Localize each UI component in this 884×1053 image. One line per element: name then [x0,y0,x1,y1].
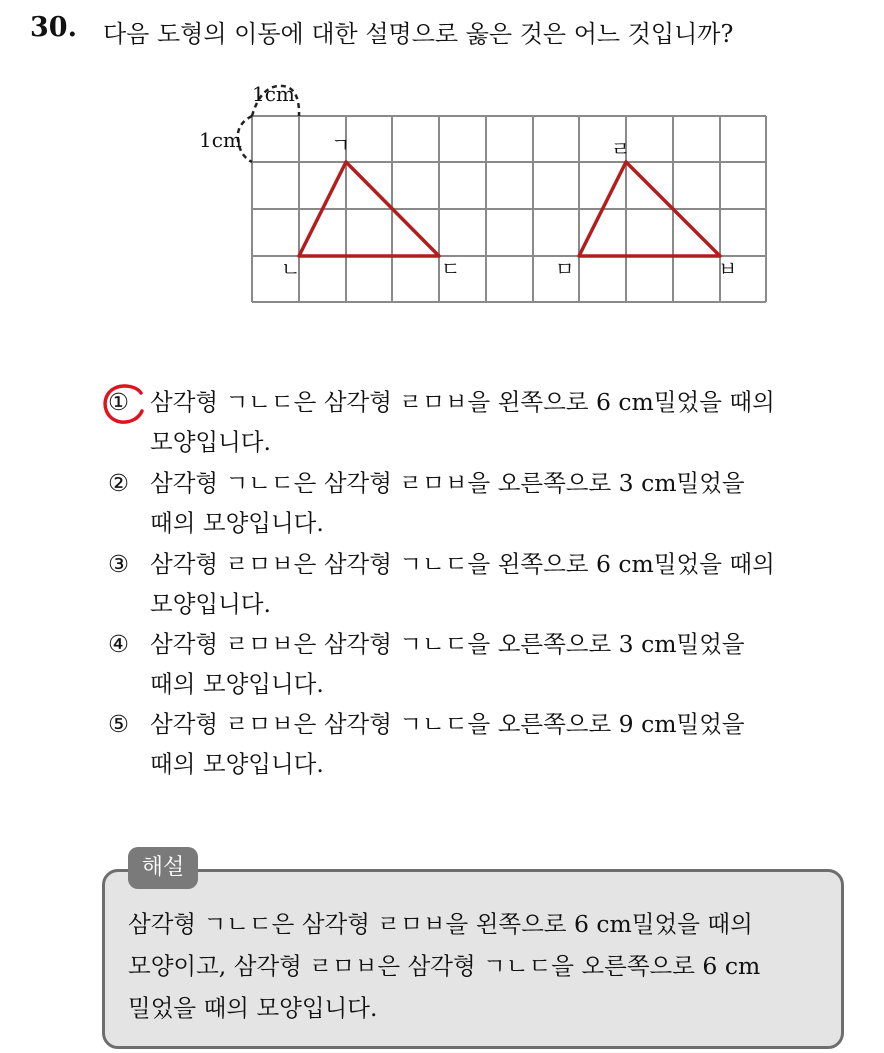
vertex-label-a: ㄱ [331,133,351,157]
choice-text: 삼각형 ㄹㅁㅂ은 삼각형 ㄱㄴㄷ을 오른쪽으로 9 cm밀었을 [150,710,745,738]
vertex-label-b: ㄴ [281,257,301,281]
vertex-label-f: ㅂ [718,257,738,281]
explanation-line: 삼각형 ㄱㄴㄷ은 삼각형 ㄹㅁㅂ을 왼쪽으로 6 cm밀었을 때의 [128,910,753,938]
choice-text: 삼각형 ㄱㄴㄷ은 삼각형 ㄹㅁㅂ을 왼쪽으로 6 cm밀었을 때의 [150,388,775,416]
explanation-text [128,903,838,1029]
choice-2[interactable] [108,463,745,543]
explanation-tag: 해설 [128,847,198,889]
choice-number: ⑤ [108,710,130,738]
vertex-label-d: ㄹ [611,137,631,161]
choice-text-cont: 모양입니다. [150,428,271,456]
choice-text-cont: 때의 모양입니다. [150,670,324,698]
choice-text: 삼각형 ㄹㅁㅂ은 삼각형 ㄱㄴㄷ을 왼쪽으로 6 cm밀었을 때의 [150,550,775,578]
vertex-label-c: ㄷ [441,257,461,281]
choice-3[interactable] [108,544,775,624]
choice-text: 삼각형 ㄱㄴㄷ은 삼각형 ㄹㅁㅂ을 오른쪽으로 3 cm밀었을 [150,469,745,497]
choice-5[interactable] [108,704,745,784]
grid-figure [190,80,790,310]
unit-top-label: 1cm [252,82,295,106]
vertex-label-e: ㅁ [555,257,575,281]
question-number: 30. [30,12,77,43]
choice-number: ③ [108,550,130,578]
explanation-line: 밀었을 때의 모양입니다. [128,994,378,1022]
choice-number: ② [108,469,130,497]
unit-left-label: 1cm [199,128,242,152]
choice-text: 삼각형 ㄹㅁㅂ은 삼각형 ㄱㄴㄷ을 오른쪽으로 3 cm밀었을 [150,630,745,658]
choice-4[interactable] [108,624,745,704]
choice-text-cont: 때의 모양입니다. [150,750,324,778]
choice-text-cont: 때의 모양입니다. [150,509,324,537]
question-text: 다음 도형의 이동에 대한 설명으로 옳은 것은 어느 것입니까? [103,20,734,48]
choice-1[interactable] [108,382,775,462]
choice-number: ① [108,388,130,416]
choice-text-cont: 모양입니다. [150,590,271,618]
explanation-line: 모양이고, 삼각형 ㄹㅁㅂ은 삼각형 ㄱㄴㄷ을 오른쪽으로 6 cm [128,952,761,980]
choice-number: ④ [108,630,130,658]
grid-lines [252,116,766,302]
